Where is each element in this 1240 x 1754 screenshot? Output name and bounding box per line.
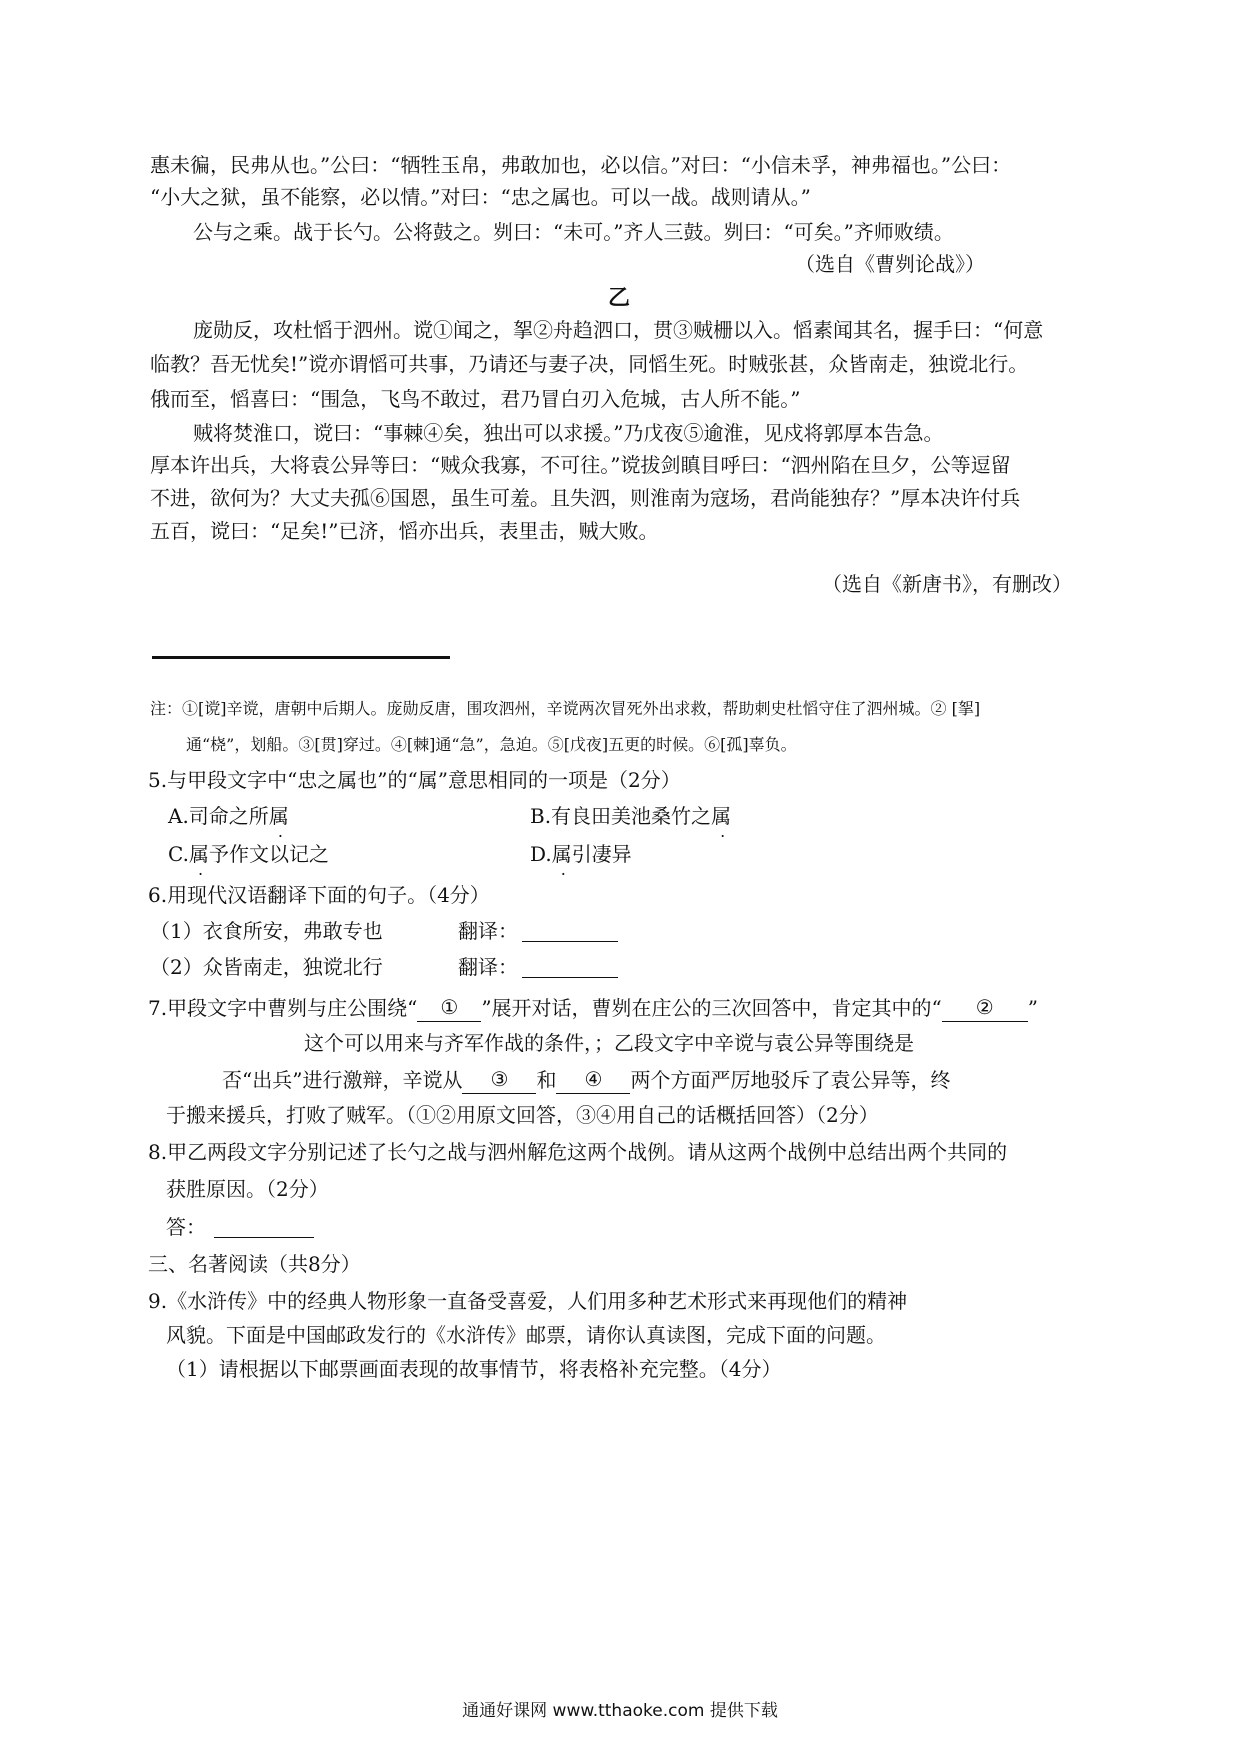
q8-line1: 8.甲乙两段文字分别记述了长勺之战与泗州解危这两个战例。请从这两个战例中总结出两个共同的 bbox=[148, 1140, 1008, 1164]
passage-b-p2-line4: 五百，谠曰：“足矣!”已济，慆亦出兵，表里击，贼大败。 bbox=[150, 519, 659, 543]
passage-b-p1-line1: 庞勋反，攻杜慆于泗州。谠①闻之，挐②舟趋泗口，贯③贼栅以入。慆素闻其名，握手曰：“何意 bbox=[193, 318, 1044, 342]
q6-sentence-2: （2）众皆南走，独谠北行 bbox=[150, 955, 383, 979]
q9-line1: 9.《水浒传》中的经典人物形象一直备受喜爱，人们用多种艺术形式来再现他们的精神 bbox=[148, 1289, 908, 1313]
passage-a-source: （选自《曹刿论战》） bbox=[795, 252, 985, 276]
q6-translate-label-1: 翻译： bbox=[458, 919, 518, 943]
passage-a-line3: 公与之乘。战于长勺。公将鼓之。刿曰：“未可。”齐人三鼓。刿曰：“可矣。”齐师败绩。 bbox=[193, 220, 954, 244]
q7-blank-3[interactable]: ③ bbox=[462, 1065, 536, 1094]
q8-answer-blank[interactable] bbox=[214, 1217, 314, 1238]
footer-text: 通通好课网 www.tthaoke.com 提供下载 bbox=[462, 1701, 778, 1721]
q7-line4: 于搬来援兵，打败了贼军。（①②用原文回答，③④用自己的话概括回答）（2分） bbox=[166, 1103, 879, 1127]
passage-a-line1: 惠未徧，民弗从也。”公曰：“牺牲玉帛，弗敢加也，必以信。”对曰：“小信未孚，神弗福也。”公曰： bbox=[150, 153, 1012, 177]
q5-option-b[interactable]: B.有良田美池桑竹之属 bbox=[530, 804, 732, 828]
q5-option-c[interactable]: C.属予作文以记之 bbox=[168, 842, 329, 866]
passage-b-source: （选自《新唐书》，有删改） bbox=[822, 572, 1072, 596]
notes-line2: 通“桡”，划船。③[贯]穿过。④[棘]通“急”，急迫。⑤[戊夜]五更的时候。⑥[孤]辜负。 bbox=[186, 735, 797, 754]
passage-b-p2-line1: 贼将焚淮口，谠曰：“事棘④矣，独出可以求援。”乃戊夜⑤逾淮，见戍将郭厚本告急。 bbox=[193, 421, 944, 445]
passage-b-heading: 乙 bbox=[608, 285, 631, 311]
section3-heading: 三、名著阅读（共8分） bbox=[148, 1252, 361, 1276]
q6-answer-1-blank[interactable] bbox=[522, 921, 618, 942]
notes-divider bbox=[152, 656, 450, 659]
q7-line3: 否“出兵”进行激辩，辛谠从 ③ 和 ④ 两个方面严厉地驳斥了袁公异等，终 bbox=[222, 1067, 951, 1092]
q5-stem: 5.与甲段文字中“忠之属也”的“属”意思相同的一项是（2分） bbox=[148, 768, 681, 792]
passage-b-p2-line3: 不进，欲何为？大丈夫孤⑥国恩，虽生可羞。且失泗，则淮南为寇场，君尚能独存？”厚本决许付兵 bbox=[150, 486, 1021, 510]
q9-line2: 风貌。下面是中国邮政发行的《水浒传》邮票，请你认真读图，完成下面的问题。 bbox=[166, 1323, 886, 1347]
passage-a-line2: “小大之狱，虽不能察，必以情。”对曰：“忠之属也。可以一战。战则请从。” bbox=[150, 185, 811, 209]
passage-b-p1-line3: 俄而至，慆喜曰：“围急，飞鸟不敢过，君乃冒白刃入危城，古人所不能。” bbox=[150, 387, 801, 411]
q7-line1: 7.甲段文字中曹刿与庄公围绕“ ① ”展开对话，曹刿在庄公的三次回答中，肯定其中的“ ② ” bbox=[148, 995, 1038, 1020]
q8-answer-label: 答： bbox=[166, 1215, 206, 1239]
q7-blank-4[interactable]: ④ bbox=[556, 1065, 630, 1094]
q8-line2: 获胜原因。（2分） bbox=[166, 1177, 329, 1201]
q5-option-a[interactable]: A.司命之所属 bbox=[168, 804, 289, 828]
q6-answer-2-blank[interactable] bbox=[522, 957, 618, 978]
q6-sentence-1: （1）衣食所安，弗敢专也 bbox=[150, 919, 383, 943]
notes-line1: 注：①[谠]辛谠，唐朝中后期人。庞勋反唐，围攻泗州，辛谠两次冒死外出求救，帮助刺史杜慆守住了泗州城。② [挐] bbox=[150, 699, 981, 718]
q6-stem: 6.用现代汉语翻译下面的句子。（4分） bbox=[148, 883, 490, 907]
q7-blank-2[interactable]: ② bbox=[942, 993, 1028, 1022]
q5-option-d[interactable]: D.属引凄异 bbox=[530, 842, 632, 866]
q6-translate-label-2: 翻译： bbox=[458, 955, 518, 979]
q7-blank-1[interactable]: ① bbox=[417, 993, 481, 1022]
q9-sub1: （1）请根据以下邮票画面表现的故事情节，将表格补充完整。（4分） bbox=[166, 1357, 782, 1381]
q7-line2: 这个可以用来与齐军作战的条件，；乙段文字中辛谠与袁公异等围绕是 bbox=[304, 1031, 914, 1055]
passage-b-p1-line2: 临教？吾无忧矣!”谠亦谓慆可共事，乃请还与妻子决，同慆生死。时贼张甚，众皆南走，独谠北行。 bbox=[150, 352, 1029, 376]
passage-b-p2-line2: 厚本许出兵，大将袁公异等曰：“贼众我寡，不可往。”谠拔剑瞋目呼曰：“泗州陷在旦夕，公等逗留 bbox=[150, 453, 1011, 477]
